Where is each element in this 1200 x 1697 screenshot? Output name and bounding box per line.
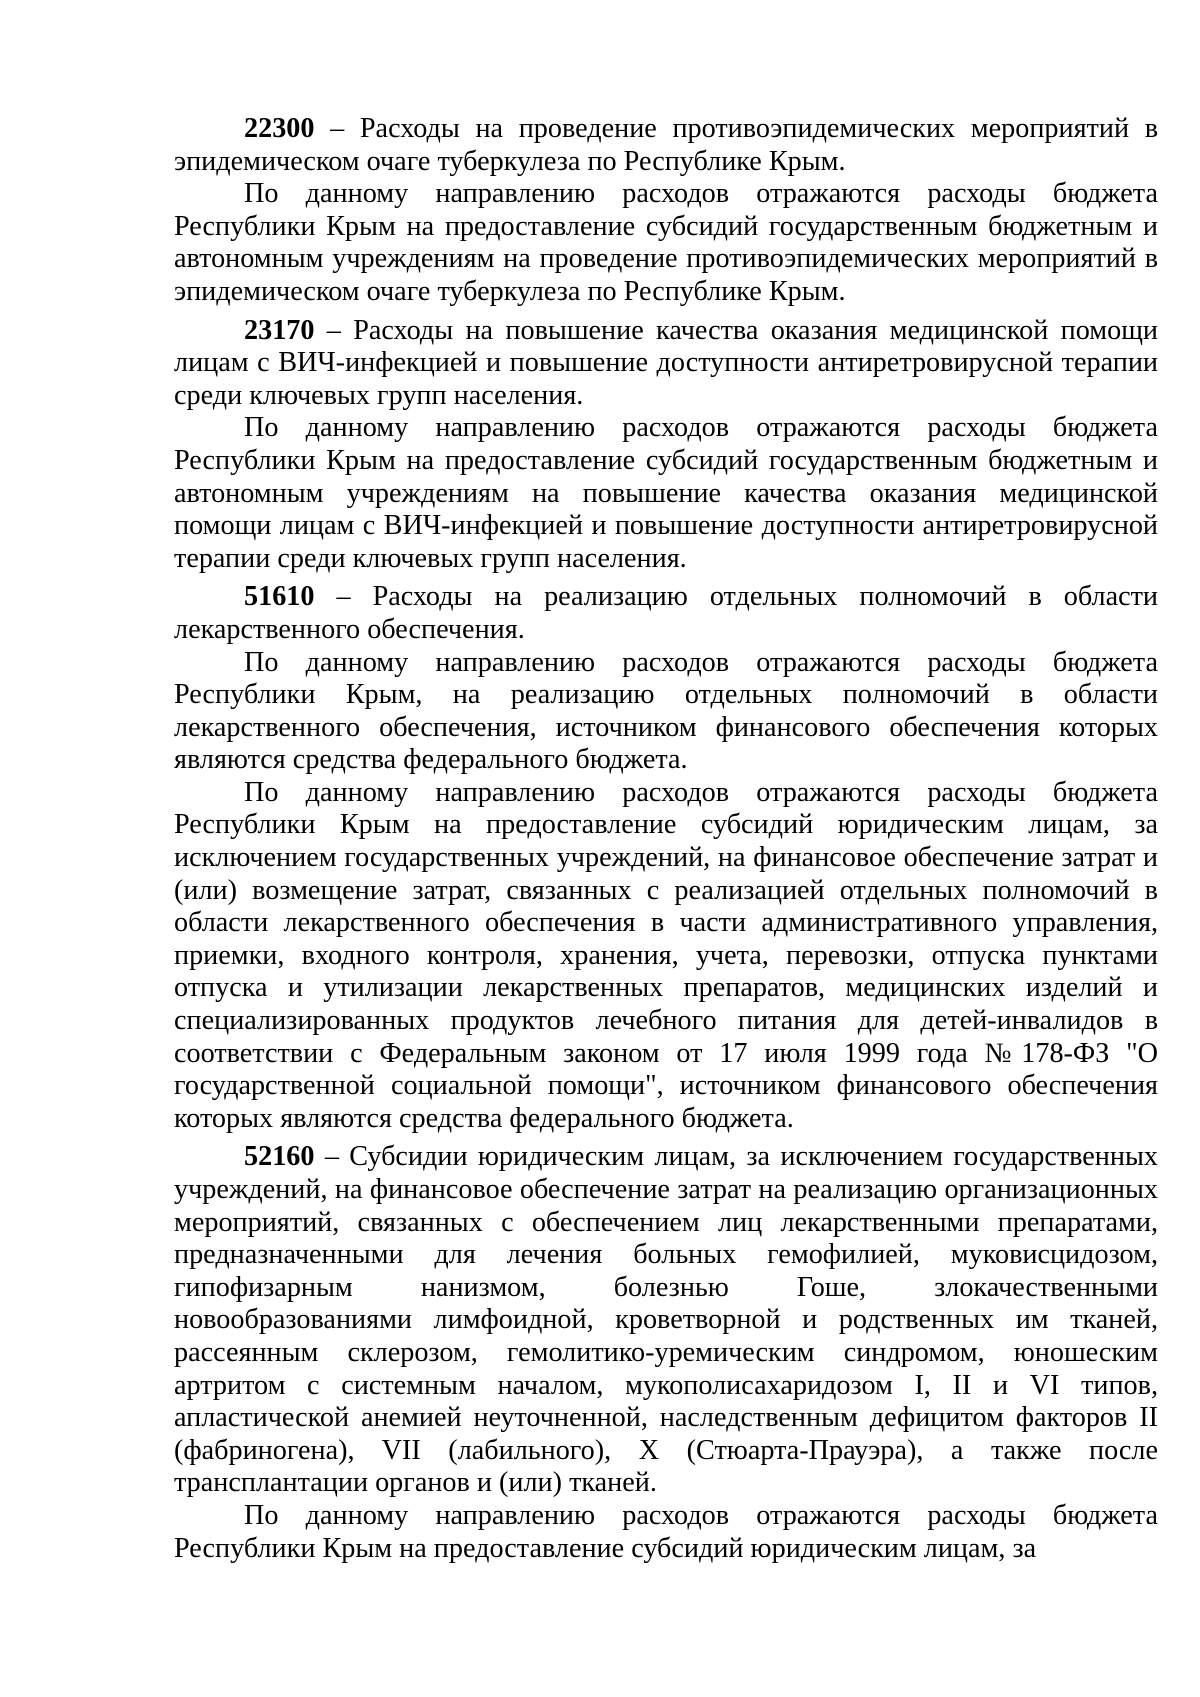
section-51610: [174, 581, 1158, 1135]
expense-code: 52160: [244, 1141, 315, 1173]
expense-code: 22300: [244, 113, 315, 144]
section-heading: [174, 315, 1158, 413]
section-title: – Расходы на проведение противоэпидемических мероприятий в эпидемическом очаге туберкулеза по Республике Крым.: [174, 113, 1158, 177]
section-52160: [174, 1141, 1158, 1565]
section-title: – Расходы на повышение качества оказания медицинской помощи лицам с ВИЧ-инфекцией и повышение доступности антиретровирусной терапии среди ключевых групп населения.: [174, 314, 1158, 411]
section-paragraph: По данному направлению расходов отражаются расходы бюджета Республики Крым на предоставление субсидий юридическим лицам, за: [174, 1499, 1158, 1564]
section-paragraph: По данному направлению расходов отражаются расходы бюджета Республики Крым, на реализацию отдельных полномочий в области лекарственного обеспечения, источником финансового обеспечения которых являются средства федерального бюджета.: [174, 646, 1158, 776]
section-title: – Субсидии юридическим лицам, за исключением государственных учреждений, на финансовое обеспечение затрат на реализацию организационных мероприятий, связанных с обеспечением лиц лекарственными препаратами, предназначенными для лечения больных гемофилией, муковисцидозом, гипофизарным нанизмом, болезнью Гоше, злокачественными новообразованиями лимфоидной, кроветворной и родственных им тканей, рассеянным склерозом, гемолитико-уремическим синдромом, юношеским артритом с системным началом, мукополисахаридозом I, II и VI типов, апластической анемией неуточненной, наследственным дефицитом факторов II (фабриногена), VII (лабильного), X (Стюарта-Прауэра), а также после трансплантации органов и (или) тканей.: [174, 1141, 1158, 1499]
expense-code: 23170: [244, 314, 315, 346]
section-paragraph: По данному направлению расходов отражаются расходы бюджета Республики Крым на предоставление субсидий государственным бюджетным и автономным учреждениям на проведение противоэпидемических мероприятий в эпидемическом очаге туберкулеза по Республике Крым.: [174, 178, 1158, 307]
section-title: – Расходы на реализацию отдельных полномочий в области лекарственного обеспечения.: [174, 581, 1158, 645]
section-heading: [174, 113, 1158, 178]
document-page: [174, 113, 1158, 1571]
section-23170: [174, 315, 1158, 576]
section-22300: [174, 113, 1158, 309]
section-heading: [174, 1141, 1158, 1500]
expense-code: 51610: [244, 581, 315, 613]
section-paragraph: По данному направлению расходов отражаются расходы бюджета Республики Крым на предоставление субсидий юридическим лицам, за исключением государственных учреждений, на финансовое обеспечение затрат и (или) возмещение затрат, связанных с реализацией отдельных полномочий в области лекарственного обеспечения в части административного управления, приемки, входного контроля, хранения, учета, перевозки, отпуска пунктами отпуска и утилизации лекарственных препаратов, медицинских изделий и специализированных продуктов лечебного питания для детей-инвалидов в соответствии с Федеральным законом от 17 июля 1999 года №178-ФЗ "О государственной социальной помощи", источником финансового обеспечения которых являются средства федерального бюджета.: [174, 776, 1158, 1134]
section-paragraph: По данному направлению расходов отражаются расходы бюджета Республики Крым на предоставление субсидий государственным бюджетным и автономным учреждениям на повышение качества оказания медицинской помощи лицам с ВИЧ-инфекцией и повышение доступности антиретровирусной терапии среди ключевых групп населения.: [174, 412, 1158, 574]
section-heading: [174, 581, 1158, 646]
